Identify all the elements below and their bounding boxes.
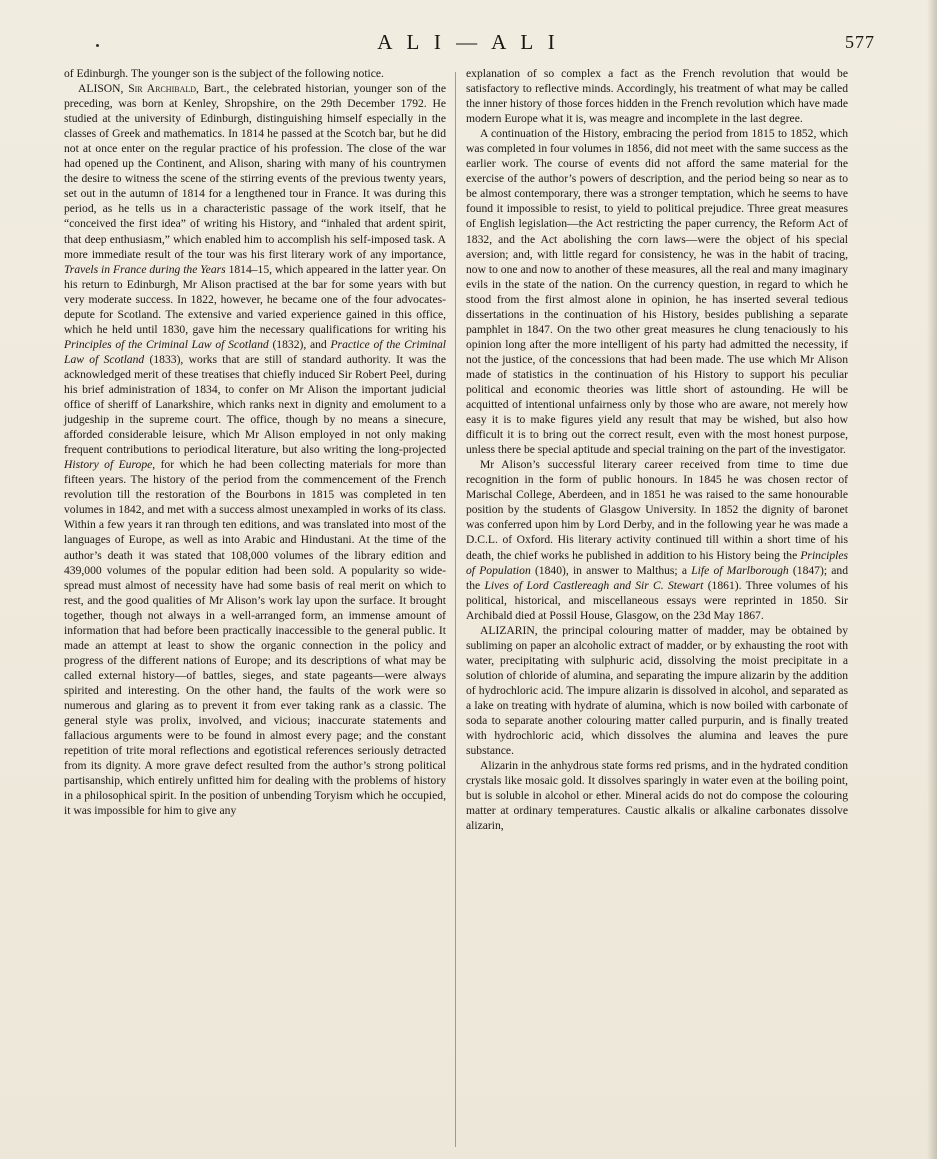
book-title: Lives of Lord Castlereagh and Sir C. Stewart <box>484 578 704 592</box>
paragraph: A continuation of the History, embracing the period from 1815 to 1852, which was completed in four volumes in 1856, did not meet with the same success as the earlier work. The course of events did not afford the same material for the exercise of the author’s powers of description, and the period being so near as to be almost contemporary, there was a stronger temptation, which he seems to have found it impossible to resist, to yield to political prejudice. Three great measures of English legislation—the Act restricting the paper currency, the Reform Act of 1832, and the Act abolishing the corn laws—were the object of his special aversion; and, with little regard for consistency, he was in the habit of tracing, now to one and now to another of these measures, all the real and many imaginary evils in the state of the nation. On the currency question, in regard to which he stood from the first almost alone in opinion, he has inserted several tedious dissertations in the continuation of his History, besides publishing a separate pamphlet in 1847. On the two other great measures he clung tenaciously to his opinion long after the more intelligent of his party had admitted the necessity, if not the justice, of the concessions that had been made. The use which Mr Alison made of statistics in the continuation of his History to support his peculiar political and economic theories was little short of astounding. He will be acquitted of intentional unfairness only by those who are aware, not merely how easy it is to make figures yield any result that may be wished, but also how difficult it is to bring out the correct result, even with the most honest purpose, unless there be special aptitude and special training on the part of the investigator. <box>466 127 848 457</box>
left-column <box>64 66 446 818</box>
entry-headword: ALISON, <box>78 82 124 96</box>
text-run: 1814–15, which appeared in the latter year. On his return to Edinburgh, Mr Alison practised at the bar for some years with but very moderate success. In 1822, however, he became one of the four advocates-depute for Scotland. The extensive and varied experience gained in this office, which he held until 1830, gave him the necessary qualifications for writing his <box>64 262 446 336</box>
book-title: Life of Marlborough <box>691 563 789 577</box>
running-head: A L I — A L I <box>377 30 560 54</box>
book-title: Practice of the Criminal Law of Scotland <box>64 337 447 366</box>
text-run: (1861). Three volumes of his political, historical, and miscellaneous essays were reprinted in 1850. Sir Archibald died at Possil House, Glasgow, on the 23d May 1867. <box>466 578 848 622</box>
paragraph: of Edinburgh. The younger son is the subject of the following notice. <box>64 67 384 80</box>
text-run: (1847); and the <box>466 563 848 592</box>
text-run: , for which he had been collecting materials for more than fifteen years. The history of the period from the commencement of the French revolution till the restoration of the Bourbons in 1815 was completed in ten volumes in 1842, and met with a success almost unexampled in works of its class. Within a few years it ran through ten editions, and was translated into most of the languages of Europe, as well as into Arabic and Hindustani. At the time of the author’s death it was stated that 108,000 volumes of the library edition and 439,000 volumes of the popular edition had been sold. A popularity so wide-spread must almost of necessity have had some basis of real merit on which to rest, and the good qualities of Mr Alison’s work lay upon the surface. It brought together, though not always in a well-arranged form, an immense amount of information that had before been practically inaccessible to the general public. It made an attempt at least to show the organic connection in the policy and progress of the different nations of Europe; and its descriptions of what may be called external history—of battles, sieges, and state pageants—were always spirited and interesting. On the other hand, the faults of the work were so numerous and glaring as to prevent it from ever taking rank as a classic. The general style was prolix, involved, and vicious; inaccurate statements and fallacious arguments were to be found in almost every page; and the constant repetition of trite moral reflections and egotistical references seriously detracted from its dignity. A more grave defect resulted from the author’s strong political partisanship, which entirely unfitted him for dealing with the problems of history in a philosophical spirit. In the position of unbending Toryism which he occupied, it was impossible for him to give any <box>64 458 446 818</box>
paragraph: explanation of so complex a fact as the French revolution that would be satisfactory to reflective minds. Accordingly, his treatment of what may be called the inner history of those forces hidden in the French revolution which have made modern Europe what it is, was meagre and incomplete in the last degree. <box>466 67 848 126</box>
text-run: (1840), in answer to Malthus; a <box>530 563 692 577</box>
column-divider <box>455 72 456 1147</box>
book-title: History of Europe <box>64 458 153 472</box>
book-title: Principles of the Criminal Law of Scotland <box>64 337 269 351</box>
paragraph-alizarin-entry: ALIZARIN, the principal colouring matter of madder, may be obtained by subliming on paper an alcoholic extract of madder, or by exhausting the root with water, precipitating with sulphuric acid, dissolving the moist precipitate in a solution of chloride of alumina, and separating the impure alizarin by the addition of hydrochloric acid. The impure alizarin is dissolved in alcohol, and separated as a lake on treating with hydrate of alumina, which is now boiled with carbonate of soda to separate another colouring matter called purpurin, and is finally treated with hydrochloric acid, which dissolves the alumina and leaves the pure substance. <box>466 623 848 758</box>
book-title: Travels in France during the Years <box>64 262 226 276</box>
paragraph <box>466 457 848 623</box>
entry-title: Sir Archibald, <box>128 82 199 96</box>
text-run: Mr Alison’s successful literary career received from time to time due recognition in the form of public honours. In 1845 he was chosen rector of Marischal College, Aberdeen, and in 1851 he was raised to the same honourable position by the students of Glasgow University. In 1852 the dignity of baronet was conferred upon him by Lord Derby, and in the following year he was made a D.C.L. of Oxford. His literary activity continued till within a short time of his death, the chief works he published in addition to his History being the <box>466 458 848 562</box>
paragraph: Alizarin in the anhydrous state forms red prisms, and in the hydrated condition crystals like mosaic gold. It dissolves sparingly in water even at the boiling point, but is soluble in alcohol or ether. Mineral acids do not do compose the colouring matter at ordinary temperatures. Caustic alkalis or alkaline carbonates dissolve alizarin, <box>466 759 848 833</box>
right-column <box>466 66 848 833</box>
page-number: 577 <box>845 32 875 52</box>
text-run: (1833), works that are still of standard authority. It was the acknowledged merit of these treatises that chiefly induced Sir Robert Peel, during his brief administration of 1834, to confer on Mr Alison the important judicial office of sheriff of Lanarkshire, which ranks next in dignity and emolument to a judgeship in the supreme court. The office, though by no means a sinecure, afforded considerable leisure, which Mr Alison employed in not only making frequent contributions to periodical literature, but also writing the long-projected <box>64 352 446 457</box>
page-edge-shadow <box>927 0 937 1159</box>
text-run: Bart., the celebrated historian, younger son of the preceding, was born at Kenley, Shropshire, on the 29th December 1792. He studied at the university of Edinburgh, distinguishing himself especially in the classes of Greek and mathematics. In 1814 he passed at the Scotch bar, but he did not at once enter on the regular practice of his profession. The close of the war had opened up the Continent, and Alison, sharing with many of his countrymen the desire to witness the scene of the stirring events of the previous twenty years, set out in the autumn of 1814 for a lengthened tour in France. It was during this period, as he tells us in a characteristic passage of the work itself, that he “conceived the first idea” of writing his History, and “inhaled that ardent spirit, that deep enthusiasm,” which enabled him to accomplish his self-imposed task. A more immediate result of the tour was his first literary work of any importance, <box>64 82 446 261</box>
text-run: (1832), and <box>268 337 331 351</box>
book-title: Principles of Population <box>466 548 848 577</box>
paragraph-alison-entry <box>64 81 446 818</box>
